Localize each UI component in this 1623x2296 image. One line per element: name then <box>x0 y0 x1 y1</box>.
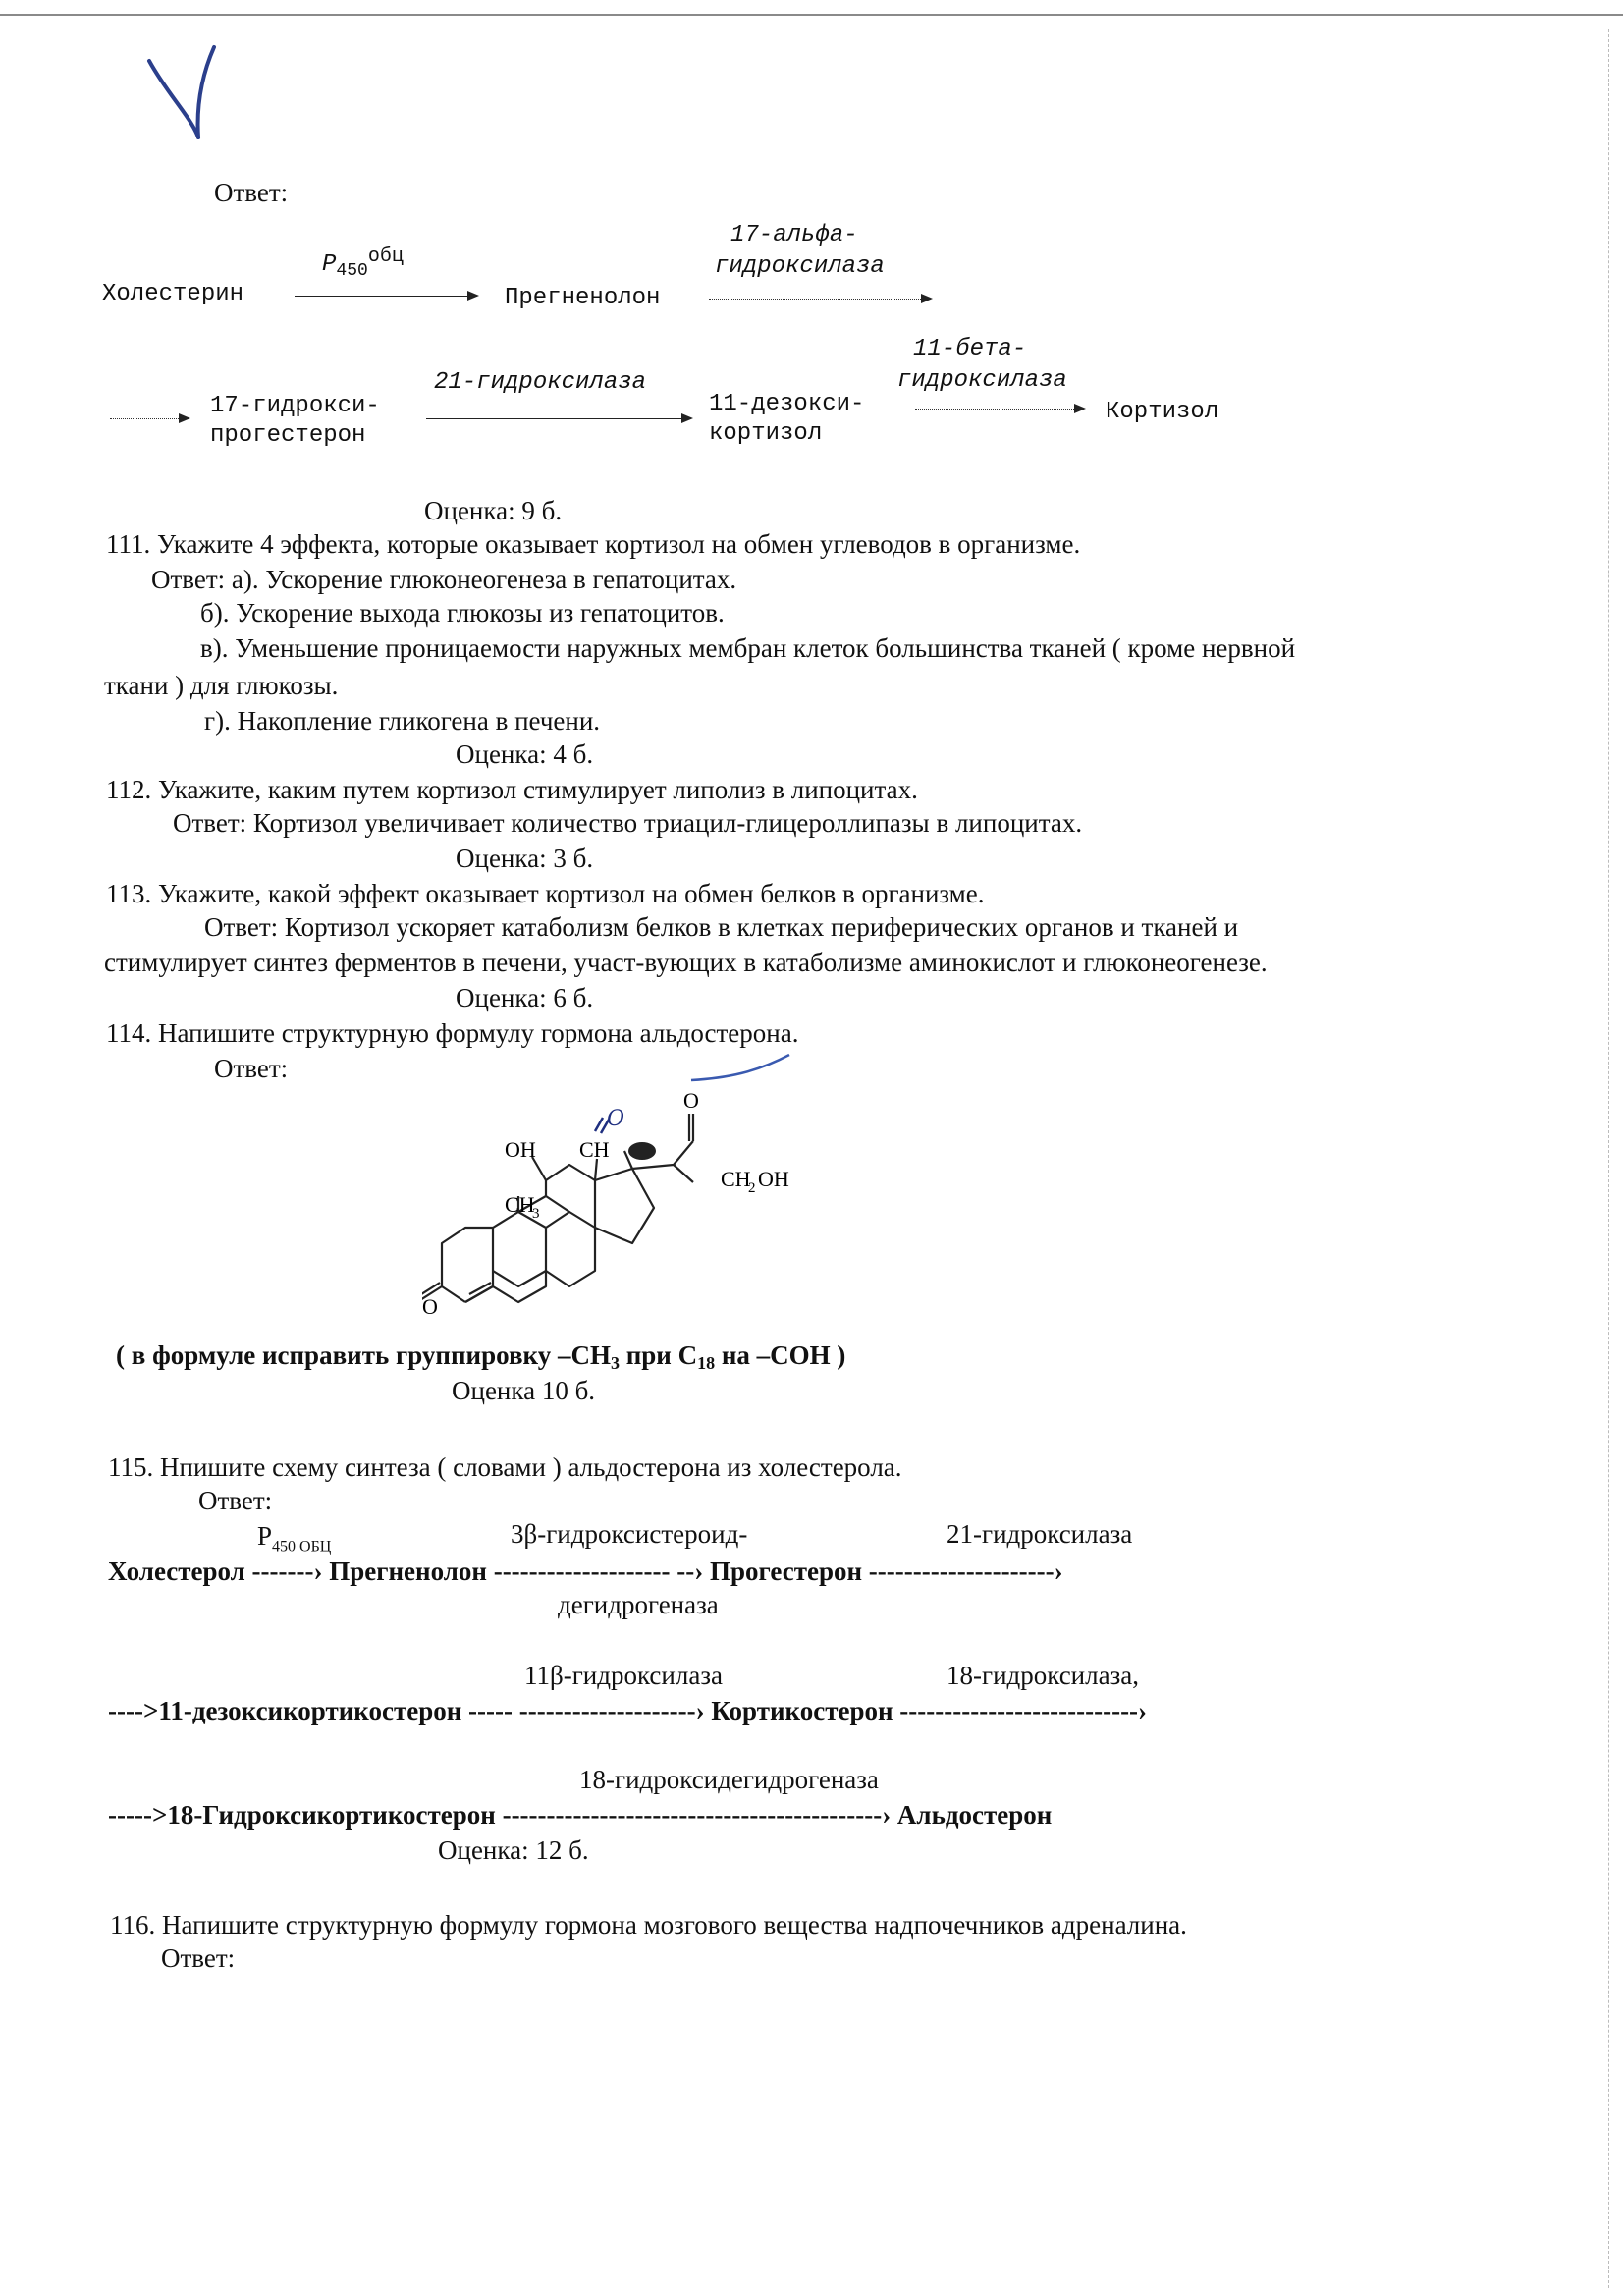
q111-answer-c-line1: в). Уменьшение проницаемости наружных мембран клеток большинства тканей ( кроме нервной <box>200 633 1296 663</box>
q111-answer-b: б). Ускорение выхода глюкозы из гепатоцитов. <box>200 598 725 628</box>
q115-answer-label: Ответ: <box>198 1486 273 1515</box>
formula-ketone-o: O <box>683 1088 699 1113</box>
scheme1-cortisol: Кортизол <box>1106 399 1219 425</box>
q115-enzyme-11b: 11β-гидроксилаза <box>524 1661 723 1690</box>
scheme1-17-oh-progesterone-1: 17-гидрокси- <box>210 393 380 419</box>
scheme1-arrow-2 <box>709 299 931 300</box>
q113-score: Оценка: 6 б. <box>456 983 594 1012</box>
scheme1-cholesterin: Холестерин <box>102 281 244 307</box>
scheme1-arrow-1 <box>295 296 477 297</box>
aldosterone-structural-formula <box>422 1070 992 1345</box>
q113-question: 113. Укажите, какой эффект оказывает кортизол на обмен белков в организме. <box>106 879 985 908</box>
formula-ch-18: CH <box>579 1137 610 1162</box>
q114-question: 114. Напишите структурную формулу гормона альдостерона. <box>106 1018 799 1048</box>
score-q110: Оценка: 9 б. <box>424 496 563 525</box>
q115-enzyme-p450: $P_{450 ОБЦ}$ <box>257 1521 332 1556</box>
page-edge-line <box>1608 29 1609 2288</box>
q111-answer-c-line2: ткани ) для глюкозы. <box>104 671 339 700</box>
q114-answer-label: Ответ: <box>214 1054 289 1083</box>
q115-scheme-row3: ----->18-Гидроксикортикостерон -------------------------------------------› Альдостерон <box>108 1800 1053 1830</box>
scheme1-11-deoxy-1: 11-дезокси- <box>709 391 865 417</box>
scheme1-arrow-5 <box>915 409 1084 410</box>
q115-enzyme-18dh: 18-гидроксидегидрогеназа <box>579 1765 879 1794</box>
scheme1-enzyme-17alpha-1: 17-альфа- <box>730 222 858 248</box>
q115-score: Оценка: 12 б. <box>438 1835 589 1865</box>
formula-ch3-19: CH <box>505 1192 535 1217</box>
scheme1-enzyme-17alpha-2: гидроксилаза <box>715 253 885 280</box>
scheme1-enzyme-p450: $P_{450}^{обц}$ <box>322 246 404 281</box>
answer-label-1: Ответ: <box>214 178 289 207</box>
q115-scheme-row1: Холестерол -------› Прегненолон -------------------- --› Прогестерон ---------------------› <box>108 1557 1063 1586</box>
formula-ch2oh: CH <box>721 1167 751 1191</box>
formula-ch2oh-end: OH <box>758 1167 789 1191</box>
formula-ch3-19-sub: 3 <box>532 1206 540 1222</box>
formula-ch2oh-sub: 2 <box>748 1180 756 1196</box>
q114-correction-note: ( в формуле исправить группировку $-CH_3$ при $C_{18}$ на –COH ) <box>116 1340 846 1373</box>
q111-question: 111. Укажите 4 эффекта, которые оказывает кортизол на обмен углеводов в организме. <box>106 529 1081 559</box>
formula-blot <box>628 1142 656 1160</box>
q112-answer: Ответ: Кортизол увеличивает количество триацил-глицероллипазы в липоцитах. <box>173 808 1083 838</box>
q112-question: 112. Укажите, каким путем кортизол стимулирует липолиз в липоцитах. <box>106 775 918 804</box>
q111-answer-a: Ответ: а). Ускорение глюконеогенеза в гепатоцитах. <box>151 565 737 594</box>
top-border-line <box>0 14 1623 16</box>
scheme1-11-deoxy-2: кортизол <box>709 420 823 447</box>
formula-handwritten-o: O <box>607 1107 625 1131</box>
q112-score: Оценка: 3 б. <box>456 844 594 873</box>
handwritten-check-mark <box>137 39 226 147</box>
scheme1-arrow-3 <box>110 418 189 419</box>
scheme1-enzyme-11beta-1: 11-бета- <box>913 336 1027 362</box>
formula-oh: OH <box>505 1137 536 1162</box>
q115-enzyme-21: 21-гидроксилаза <box>947 1519 1133 1549</box>
q113-answer-line2: стимулирует синтез ферментов в печени, участ-вующих в катаболизме аминокислот и глюконеогенезе. <box>104 948 1268 977</box>
scheme1-enzyme-11beta-2: гидроксилаза <box>897 367 1067 394</box>
scheme1-pregnenolone: Прегненолон <box>505 285 661 311</box>
q116-question: 116. Напишите структурную формулу гормона мозгового вещества надпочечников адреналина. <box>110 1910 1187 1940</box>
q115-question: 115. Нпишите схему синтеза ( словами ) альдостерона из холестерола. <box>108 1452 902 1482</box>
q116-answer-label: Ответ: <box>161 1943 236 1973</box>
q115-enzyme-3b-line2: дегидрогеназа <box>558 1590 719 1619</box>
q111-answer-d: г). Накопление гликогена в печени. <box>204 706 601 736</box>
q115-scheme-row2: ---->11-дезоксикортикостерон ----- --------------------› Кортикостерон ---------------------------› <box>108 1696 1148 1725</box>
scheme1-arrow-4 <box>426 418 691 419</box>
q113-answer-line1: Ответ: Кортизол ускоряет катаболизм белков в клетках периферических органов и тканей и <box>204 912 1239 942</box>
q115-enzyme-3b-line1: 3β-гидроксистероид- <box>511 1519 748 1549</box>
q115-enzyme-18: 18-гидроксилаза, <box>947 1661 1139 1690</box>
scheme1-17-oh-progesterone-2: прогестерон <box>210 422 366 449</box>
formula-ring-o: O <box>422 1294 438 1319</box>
scheme1-enzyme-21: 21-гидроксилаза <box>434 369 647 396</box>
q114-score: Оценка 10 б. <box>452 1376 596 1405</box>
q111-score: Оценка: 4 б. <box>456 739 594 769</box>
